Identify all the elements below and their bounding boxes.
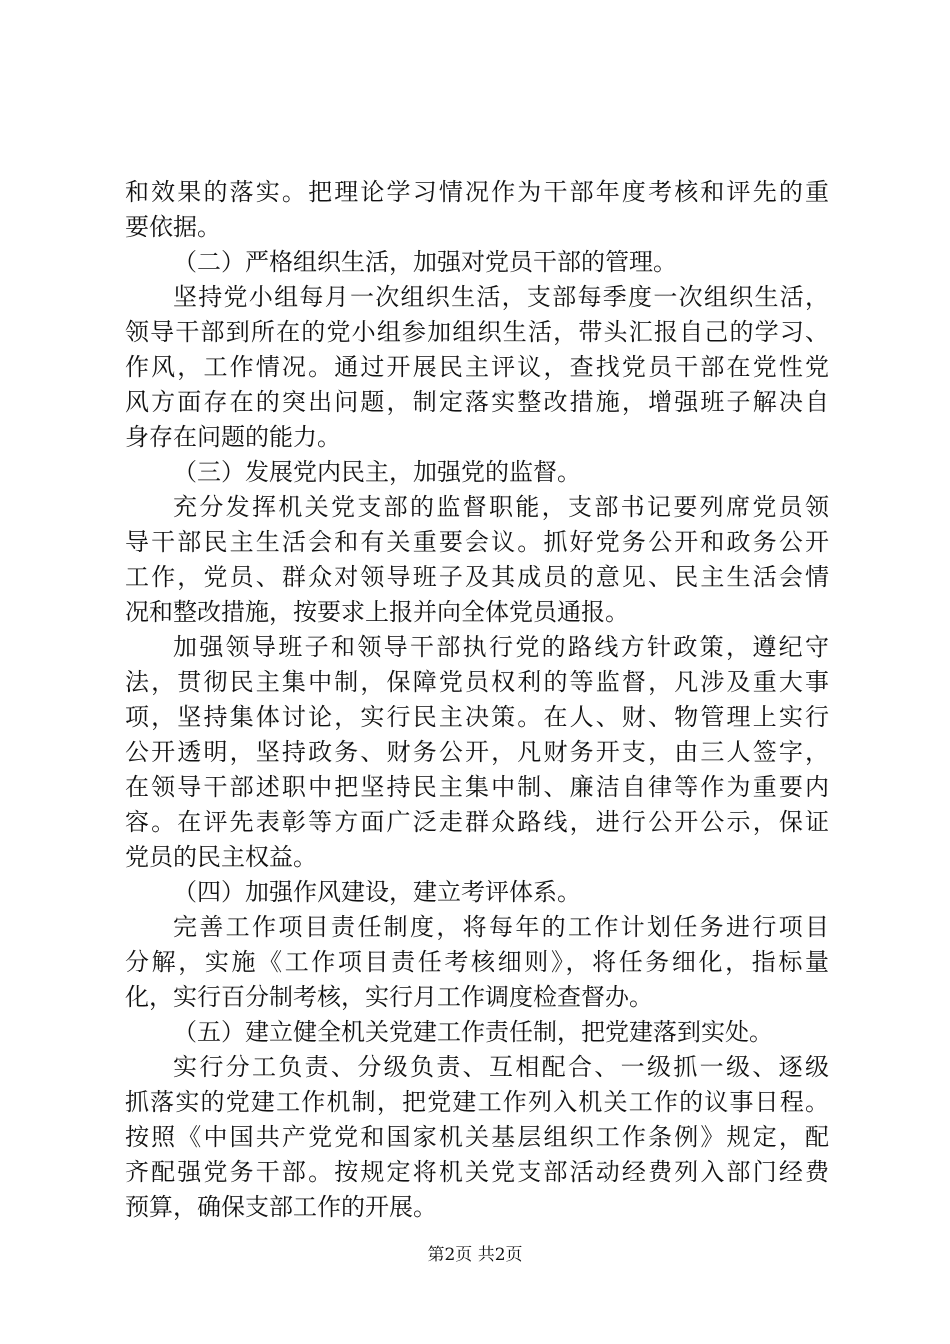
text-line: 公开透明，坚持政务、财务公开，凡财务开支，由三人签字， xyxy=(125,738,829,766)
text-line: 容。在评先表彰等方面广泛走群众路线，进行公开公示，保证 xyxy=(125,808,829,836)
text-line: 法，贯彻民主集中制，保障党员权利的等监督，凡涉及重大事 xyxy=(125,668,829,696)
text-line: 分解，实施《工作项目责任考核细则》，将任务细化，指标量 xyxy=(125,948,829,976)
page-number-footer: 第2页 共2页 xyxy=(427,1245,523,1265)
text-line: 风方面存在的突出问题，制定落实整改措施，增强班子解决自 xyxy=(125,388,829,416)
text-line: 齐配强党务干部。按规定将机关党支部活动经费列入部门经费 xyxy=(125,1158,829,1186)
text-line: 导干部民主生活会和有关重要会议。抓好党务公开和政务公开 xyxy=(125,528,829,556)
text-line: 项，坚持集体讨论，实行民主决策。在人、财、物管理上实行 xyxy=(125,703,829,731)
text-line: 抓落实的党建工作机制，把党建工作列入机关工作的议事日程。 xyxy=(125,1088,829,1116)
text-line: 在领导干部述职中把坚持民主集中制、廉洁自律等作为重要内 xyxy=(125,773,829,801)
text-line: 领导干部到所在的党小组参加组织生活，带头汇报自己的学习、 xyxy=(125,318,829,346)
text-line: 党员的民主权益。 xyxy=(125,843,317,871)
section-heading: （三）发展党内民主，加强党的监督。 xyxy=(173,458,581,486)
text-line: 加强领导班子和领导干部执行党的路线方针政策，遵纪守 xyxy=(173,633,829,661)
text-line: 按照《中国共产党党和国家机关基层组织工作条例》规定，配 xyxy=(125,1123,829,1151)
text-line: 实行分工负责、分级负责、互相配合、一级抓一级、逐级 xyxy=(173,1053,829,1081)
text-line: 身存在问题的能力。 xyxy=(125,423,341,451)
text-line: 完善工作项目责任制度，将每年的工作计划任务进行项目 xyxy=(173,913,829,941)
document-body xyxy=(125,175,829,1225)
text-line: 充分发挥机关党支部的监督职能，支部书记要列席党员领 xyxy=(173,493,829,521)
section-heading: （二）严格组织生活，加强对党员干部的管理。 xyxy=(173,248,677,276)
section-heading: （五）建立健全机关党建工作责任制，把党建落到实处。 xyxy=(173,1018,773,1046)
text-line: 作风，工作情况。通过开展民主评议，查找党员干部在党性党 xyxy=(125,353,829,381)
text-line: 化，实行百分制考核，实行月工作调度检查督办。 xyxy=(125,983,653,1011)
section-heading: （四）加强作风建设，建立考评体系。 xyxy=(173,878,581,906)
text-line: 工作，党员、群众对领导班子及其成员的意见、民主生活会情 xyxy=(125,563,829,591)
text-line: 况和整改措施，按要求上报并向全体党员通报。 xyxy=(125,598,629,626)
text-line: 坚持党小组每月一次组织生活，支部每季度一次组织生活， xyxy=(173,283,829,311)
text-line: 预算，确保支部工作的开展。 xyxy=(125,1193,437,1221)
text-line: 要依据。 xyxy=(125,213,221,241)
text-line: 和效果的落实。把理论学习情况作为干部年度考核和评先的重 xyxy=(125,178,829,206)
